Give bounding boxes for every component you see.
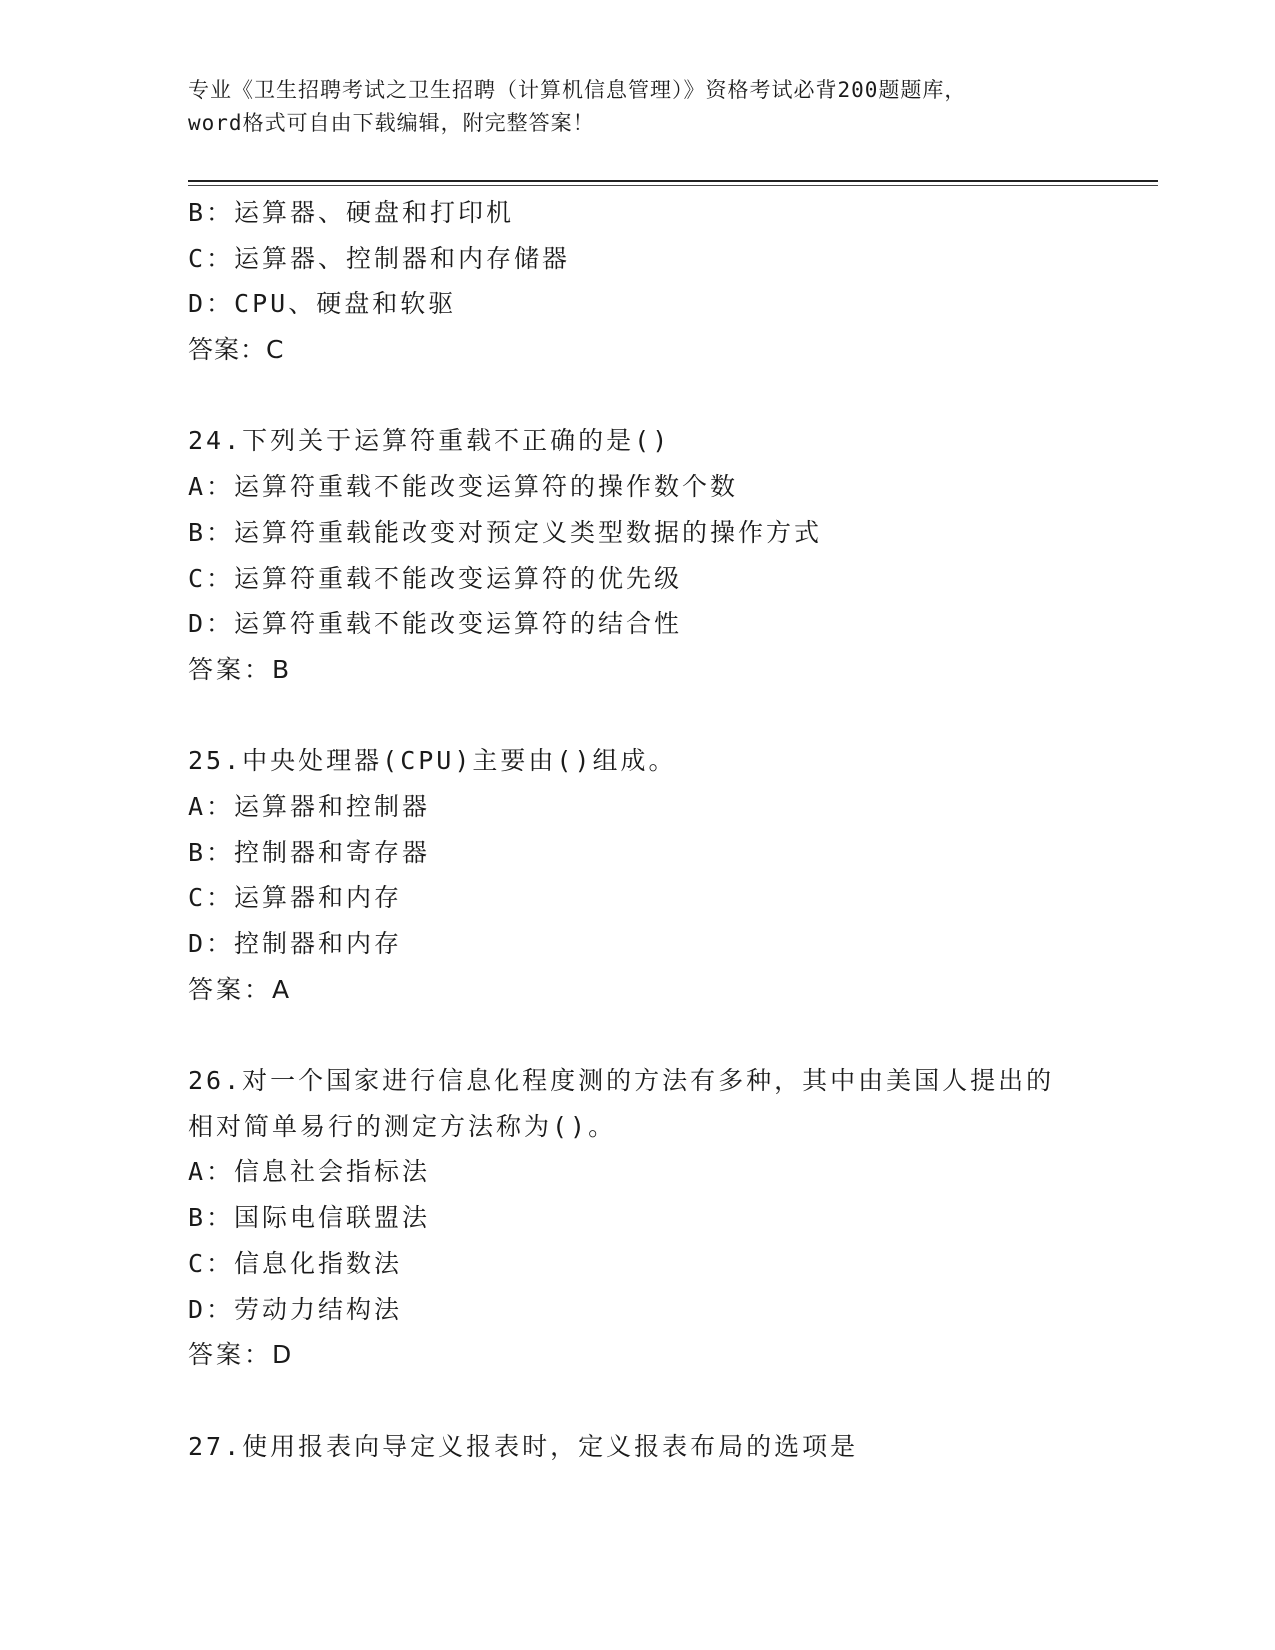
option-a: A：运算器和控制器 [188, 791, 431, 821]
header-line-1: 专业《卫生招聘考试之卫生招聘（计算机信息管理）》资格考试必背200题题库， [188, 78, 967, 102]
header-line-2: word格式可自由下载编辑，附完整答案！ [188, 111, 595, 135]
answer: 答案：D [188, 1340, 295, 1370]
option-b: B：国际电信联盟法 [188, 1203, 431, 1233]
answer: 答案：A [188, 974, 293, 1004]
question-26 [188, 1058, 1158, 1378]
question-25 [188, 738, 1158, 1012]
question-24 [188, 418, 1158, 692]
option-b: B：运算符重载能改变对预定义类型数据的操作方式 [188, 517, 823, 547]
question-stem: 24.下列关于运算符重载不正确的是() [188, 426, 671, 456]
document-header [188, 74, 1088, 140]
option-c: C：信息化指数法 [188, 1248, 403, 1278]
option-d: D：劳动力结构法 [188, 1294, 403, 1324]
header-divider [188, 180, 1158, 186]
answer: 答案：B [188, 654, 293, 684]
question-stem-line-1: 26.对一个国家进行信息化程度测的方法有多种，其中由美国人提出的 [188, 1066, 1055, 1096]
question-23-continued [188, 190, 1158, 373]
question-list [188, 190, 1158, 1469]
option-b: B：控制器和寄存器 [188, 837, 431, 867]
option-a: A：运算符重载不能改变运算符的操作数个数 [188, 472, 739, 502]
question-stem-line-2: 相对简单易行的测定方法称为()。 [188, 1111, 617, 1141]
option-d: D：控制器和内存 [188, 929, 403, 958]
option-a: A：信息社会指标法 [188, 1157, 431, 1187]
option-d: D：CPU、硬盘和软驱 [188, 289, 457, 319]
option-c: C：运算器、控制器和内存储器 [188, 243, 571, 273]
option-c: C：运算器和内存 [188, 883, 403, 913]
answer: 答案：C [188, 335, 285, 365]
question-27 [188, 1424, 1158, 1470]
option-d: D：运算符重载不能改变运算符的结合性 [188, 609, 683, 639]
option-b: B：运算器、硬盘和打印机 [188, 198, 515, 227]
question-stem: 25.中央处理器(CPU)主要由()组成。 [188, 746, 677, 776]
question-stem: 27.使用报表向导定义报表时，定义报表布局的选项是 [188, 1431, 859, 1461]
option-c: C：运算符重载不能改变运算符的优先级 [188, 563, 683, 593]
